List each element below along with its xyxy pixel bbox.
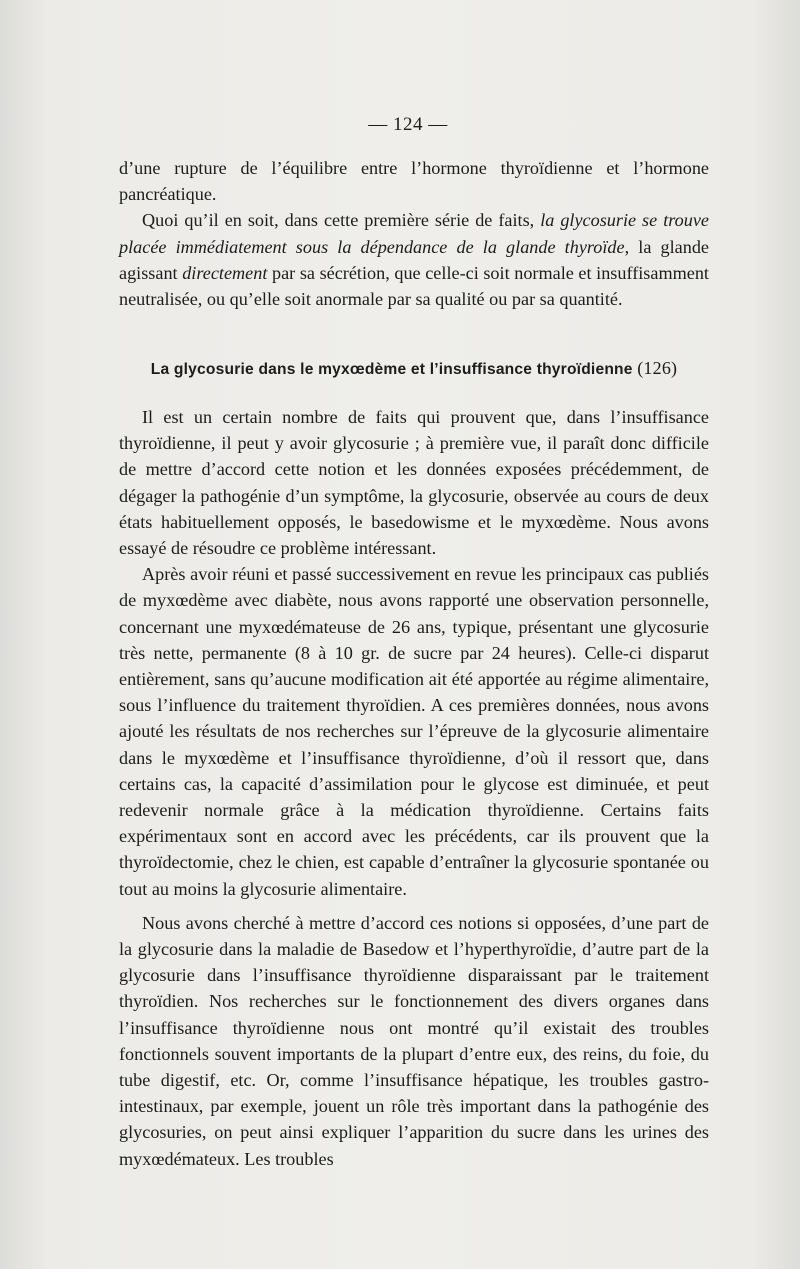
intro-paragraph-2-start: Quoi qu’il en soit, dans cette première série de faits, (142, 210, 541, 231)
intro-paragraph-2-emphasis-2: directement (182, 262, 268, 283)
section-heading-title: La glycosurie dans le myxœdème et l’insuffisance thyroïdienne (150, 361, 633, 378)
section-paragraph-3: Nous avons cherché à mettre d’accord ces notions si opposées, d’une part de la glycosurie dans la maladie de Basedow et l’hyperthyroïdie, d’autre part de la glycosurie dans l’insuffisance thyroïdienne disparaissant par le traitement thyroïdien. Nos recherches sur le fonctionnement des divers organes dans l’insuffisance thyroïdienne nous ont montré qu’il existait des troubles fonctionnels souvent importants de la plupart d’entre eux, des reins, du foie, du tube digestif, etc. Or, comme l’insuffisance hépatique, les troubles gastro-intestinaux, par exemple, jouent un rôle très important dans la pathogénie des glycosuries, on peut ainsi expliquer l’apparition du sucre dans les urines des myxœdémateux. Les troubles (119, 912, 709, 1169)
intro-paragraph-1: d’une rupture de l’équilibre entre l’hormone thyroïdienne et l’hormone pancréatique. (119, 158, 709, 205)
section-heading-reference: (126) (637, 358, 678, 378)
intro-paragraph-2 (119, 207, 709, 312)
section-paragraph-1: Il est un certain nombre de faits qui prouvent que, dans l’insuffisance thyroïdienne, il peut y avoir glycosurie ; à première vue, il paraît donc difficile de mettre d’accord cette notion et les données exposées précédemment, de dégager la pathogénie d’un symptôme, la glycosurie, observée au cours de deux états habituellement opposés, le basedowisme et le myxœdème. Nous avons essayé de résoudre ce problème intéressant. (119, 407, 709, 559)
intro-paragraph-2-end: par sa sécrétion, que celle-ci soit normale et insuffisamment neutralisée, ou qu’elle soit anormale par sa qualité ou par sa quantité. (119, 262, 709, 310)
intro-paragraph-2-mid: , la glande agissant (119, 236, 709, 283)
intro-text (119, 155, 709, 312)
section-heading (119, 358, 709, 379)
page-number: — 124 — (368, 114, 448, 135)
section-paragraph-2: Après avoir réuni et passé successivement en revue les principaux cas publiés de myxœdème avec diabète, nous avons rapporté une observation personnelle, concernant une myxœdémateuse de 26 ans, typique, présentant une glycosurie très nette, permanente (8 à 10 gr. de sucre par 24 heures). Celle-ci disparut entièrement, sans qu’aucune modification ait été apportée au régime alimentaire, sous l’influence du traitement thyroïdien. A ces premières données, nous avons ajouté les résultats de nos recherches sur l’épreuve de la glycosurie alimentaire dans le myxœdème et l’insuffisance thyroïdienne, d’où il ressort que, dans certains cas, la capacité d’assimilation pour le glycose est diminuée, et peut redevenir normale grâce à la médication thyroïdienne. Certains faits expérimentaux sont en accord avec les précédents, car ils prouvent que la thyroïdectomie, chez le chien, est capable d’entraîner la glycosurie spontanée ou tout au moins la glycosurie alimentaire. (119, 564, 709, 899)
intro-paragraph-2-emphasis: la glycosurie se trouve placée immédiatement sous la dépendance de la glande thyroïde (119, 210, 709, 257)
section-body (119, 404, 709, 1172)
